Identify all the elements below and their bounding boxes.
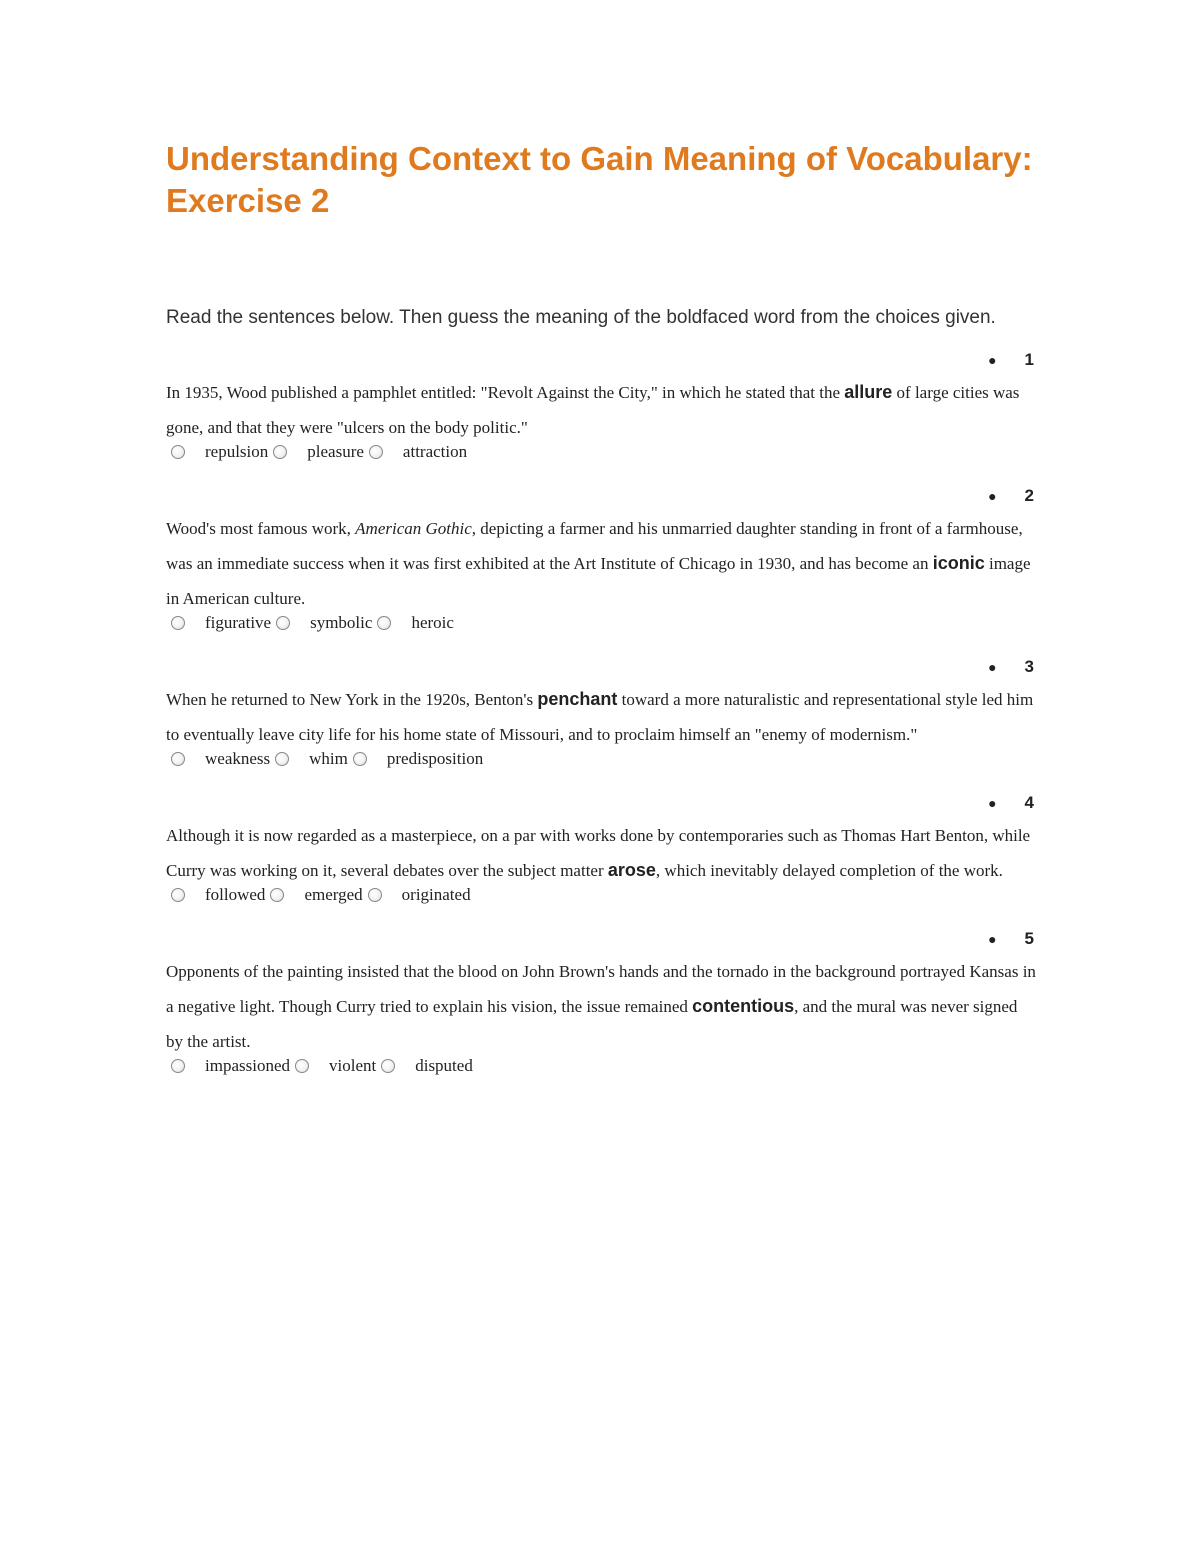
question-number-row [166,345,1036,375]
spacer [166,465,1036,481]
sentence-text: In 1935, Wood published a pamphlet entitled: "Revolt Against the City," in which he stated that the [166,383,845,402]
answer-option[interactable] [268,442,364,462]
answer-option[interactable] [271,613,372,633]
vocabulary-keyword: allure [844,382,893,402]
answer-option[interactable] [166,749,270,769]
answer-label: heroic [411,613,454,632]
document-page [166,138,1036,1095]
answer-option[interactable] [270,749,348,769]
radio-button[interactable] [276,616,290,630]
answer-option[interactable] [166,442,268,462]
sentence-text: When he returned to New York in the 1920s, Benton's [166,690,538,709]
question-number-row [166,924,1036,954]
question-item [166,924,1036,1095]
bullet-icon: ● [988,659,997,675]
question-sentence [166,954,1036,1059]
answer-label: symbolic [310,613,373,632]
vocabulary-keyword: contentious [692,996,795,1016]
answer-label: whim [309,749,348,768]
question-number: 3 [1024,657,1034,676]
radio-button[interactable] [275,752,289,766]
answer-option[interactable] [364,442,467,462]
sentence-text: image in American culture. [166,554,1031,608]
radio-button[interactable] [381,1059,395,1073]
sentence-text: , which inevitably delayed completion of the work. [655,861,1003,880]
radio-button[interactable] [273,445,287,459]
sentence-text: toward a more naturalistic and representational style led him to eventually leave city life for his home state of Missouri, and to proclaim himself an "enemy of modernism." [166,690,1034,744]
spacer [166,1079,1036,1095]
radio-button[interactable] [171,888,185,902]
radio-button[interactable] [377,616,391,630]
answer-label: predisposition [386,749,484,768]
answer-label: attraction [402,442,468,461]
spacer [166,331,1036,345]
question-number-row [166,788,1036,818]
instructions: Read the sentences below. Then guess the meaning of the boldfaced word from the choices given. [166,307,996,328]
answer-label: emerged [304,885,363,904]
radio-button[interactable] [171,616,185,630]
answer-choices [166,610,1036,636]
sentence-text: Opponents of the painting insisted that the blood on John Brown's hands and the tornado in the background portrayed Kansas in a negative light. Though Curry tried to explain his vision, the issue remained [166,962,1036,1016]
question-number-row [166,652,1036,682]
answer-option[interactable] [290,1056,376,1076]
answer-option[interactable] [166,613,271,633]
answer-choices [166,1053,1036,1079]
question-sentence [166,682,1036,752]
question-number-row [166,481,1036,511]
page-title: Understanding Context to Gain Meaning of Vocabulary: Exercise 2 [166,140,1033,219]
sentence-text: , and the mural was never signed by the artist. [166,997,1018,1051]
question-sentence [166,818,1036,888]
answer-choices [166,439,1036,465]
answer-label: disputed [415,1056,473,1075]
radio-button[interactable] [171,1059,185,1073]
spacer [166,772,1036,788]
radio-button[interactable] [369,445,383,459]
answer-label: violent [329,1056,377,1075]
radio-button[interactable] [171,445,185,459]
question-item [166,652,1036,788]
bullet-icon: ● [988,352,997,368]
answer-label: figurative [205,613,272,632]
question-item [166,345,1036,481]
question-number: 4 [1024,793,1034,812]
vocabulary-keyword: iconic [932,553,985,573]
sentence-text: Wood's most famous work, [166,519,356,538]
radio-button[interactable] [368,888,382,902]
question-sentence [166,375,1036,445]
bullet-icon: ● [988,488,997,504]
question-number: 2 [1024,486,1034,505]
sentence-text: , depicting a farmer and his unmarried daughter standing in front of a farmhouse, was an immediate success when it was first exhibited at the Art Institute of Chicago in 1930, and has become an [166,519,1023,573]
sentence-text: Although it is now regarded as a masterpiece, on a par with works done by contemporaries such as Thomas Hart Benton, while Curry was working on it, several debates over the subject matter [166,826,1031,880]
spacer [166,636,1036,652]
spacer [166,908,1036,924]
answer-label: repulsion [205,442,269,461]
answer-option[interactable] [376,1056,473,1076]
sentence-italic-title: American Gothic [355,519,472,538]
answer-label: impassioned [205,1056,290,1075]
question-list [166,345,1036,1095]
vocabulary-keyword: penchant [537,689,618,709]
vocabulary-keyword: arose [607,860,656,880]
bullet-icon: ● [988,795,997,811]
answer-label: originated [401,885,471,904]
radio-button[interactable] [270,888,284,902]
question-number: 5 [1024,929,1034,948]
answer-label: followed [205,885,266,904]
answer-option[interactable] [372,613,453,633]
answer-option[interactable] [363,885,471,905]
radio-button[interactable] [353,752,367,766]
question-sentence [166,511,1036,616]
answer-option[interactable] [166,1056,290,1076]
radio-button[interactable] [171,752,185,766]
answer-label: pleasure [307,442,364,461]
sentence-text: of large cities was gone, and that they were "ulcers on the body politic." [166,383,1020,437]
answer-option[interactable] [265,885,362,905]
radio-button[interactable] [295,1059,309,1073]
question-number: 1 [1024,350,1034,369]
answer-option[interactable] [348,749,483,769]
answer-label: weakness [205,749,271,768]
answer-option[interactable] [166,885,265,905]
question-item [166,788,1036,924]
bullet-icon: ● [988,931,997,947]
question-item [166,481,1036,652]
